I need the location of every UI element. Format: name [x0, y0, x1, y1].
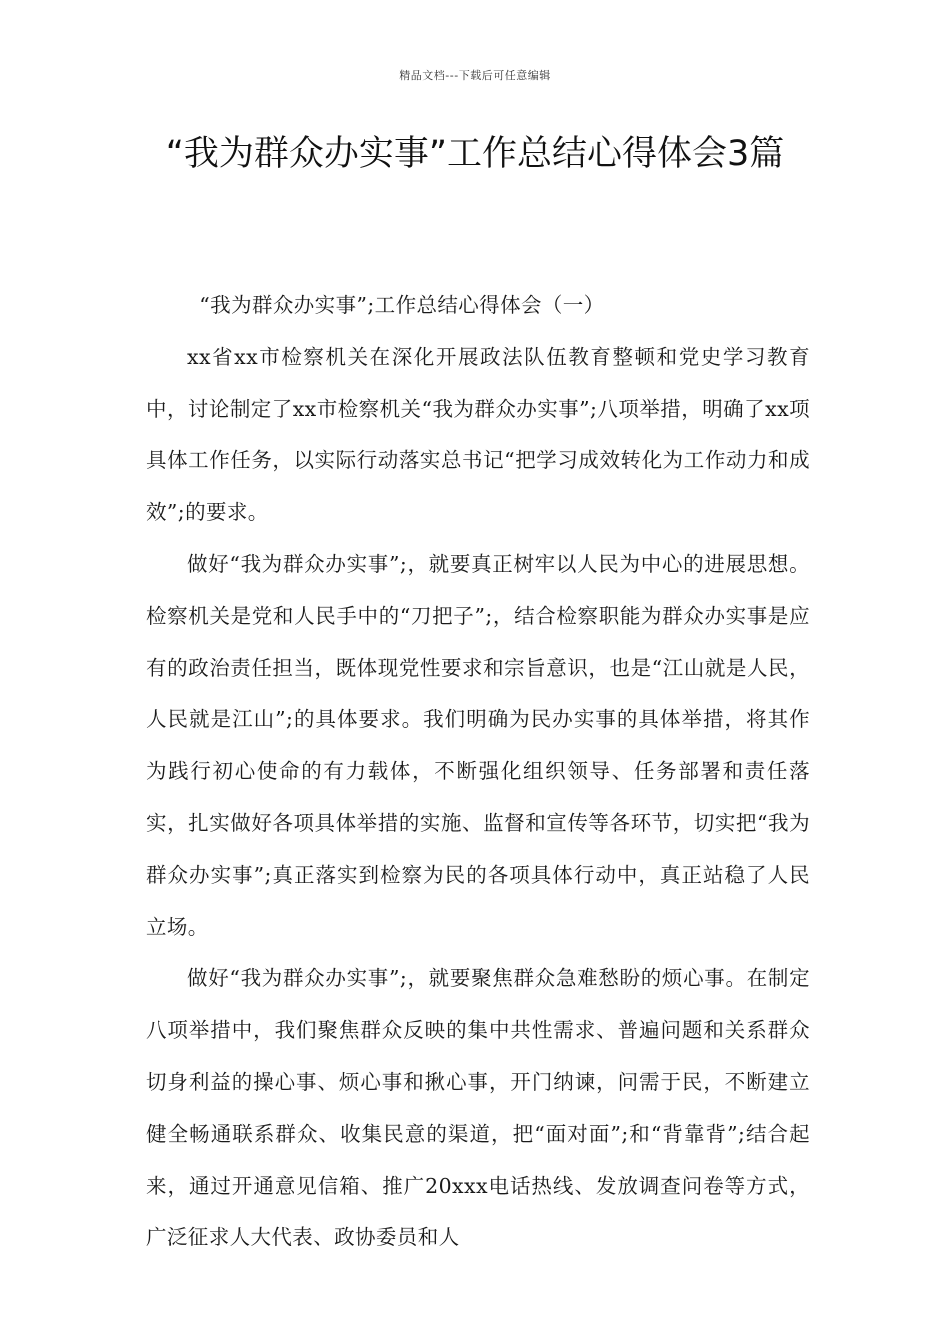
paragraph-3: 做好“我为群众办实事”;，就要聚焦群众急难愁盼的烦心事。在制定八项举措中，我们聚焦群众反映的集中共性需求、普遍问题和关系群众切身利益的操心事、烦心事和揪心事，开门纳谏，问需于民，不断建立健全畅通联系群众、收集民意的渠道，把“面对面”;和“背靠背”;结合起来，通过开通意见信箱、推广20xxx电话热线、发放调查问卷等方式，广泛征求人大代表、政协委员和人 [146, 966, 810, 1250]
paragraph-2: 做好“我为群众办实事”;，就要真正树牢以人民为中心的进展思想。检察机关是党和人民手中的“刀把子”;，结合检察职能为群众办实事是应有的政治责任担当，既体现党性要求和宗旨意识，也是“江山就是人民，人民就是江山”;的具体要求。我们明确为民办实事的具体举措，将其作为践行初心使命的有力载体，不断强化组织领导、任务部署和责任落实，扎实做好各项具体举措的实施、监督和宣传等各环节，切实把“我为群众办实事”;真正落实到检察为民的各项具体行动中，真正站稳了人民立场。 [146, 551, 810, 939]
document-header-note: 精品文档---下载后可任意编辑 [399, 69, 551, 82]
section-heading: “我为群众办实事”;工作总结心得体会（一） [199, 293, 605, 317]
paragraph-1: xx省xx市检察机关在深化开展政法队伍教育整顿和党史学习教育中，讨论制定了xx市检察机关“我为群众办实事”;八项举措，明确了xx项具体工作任务，以实际行动落实总书记“把学习成效转化为工作动力和成效”;的要求。 [146, 344, 810, 525]
document-title: “我为群众办实事”工作总结心得体会3篇 [165, 134, 785, 174]
document-body [146, 280, 810, 1264]
